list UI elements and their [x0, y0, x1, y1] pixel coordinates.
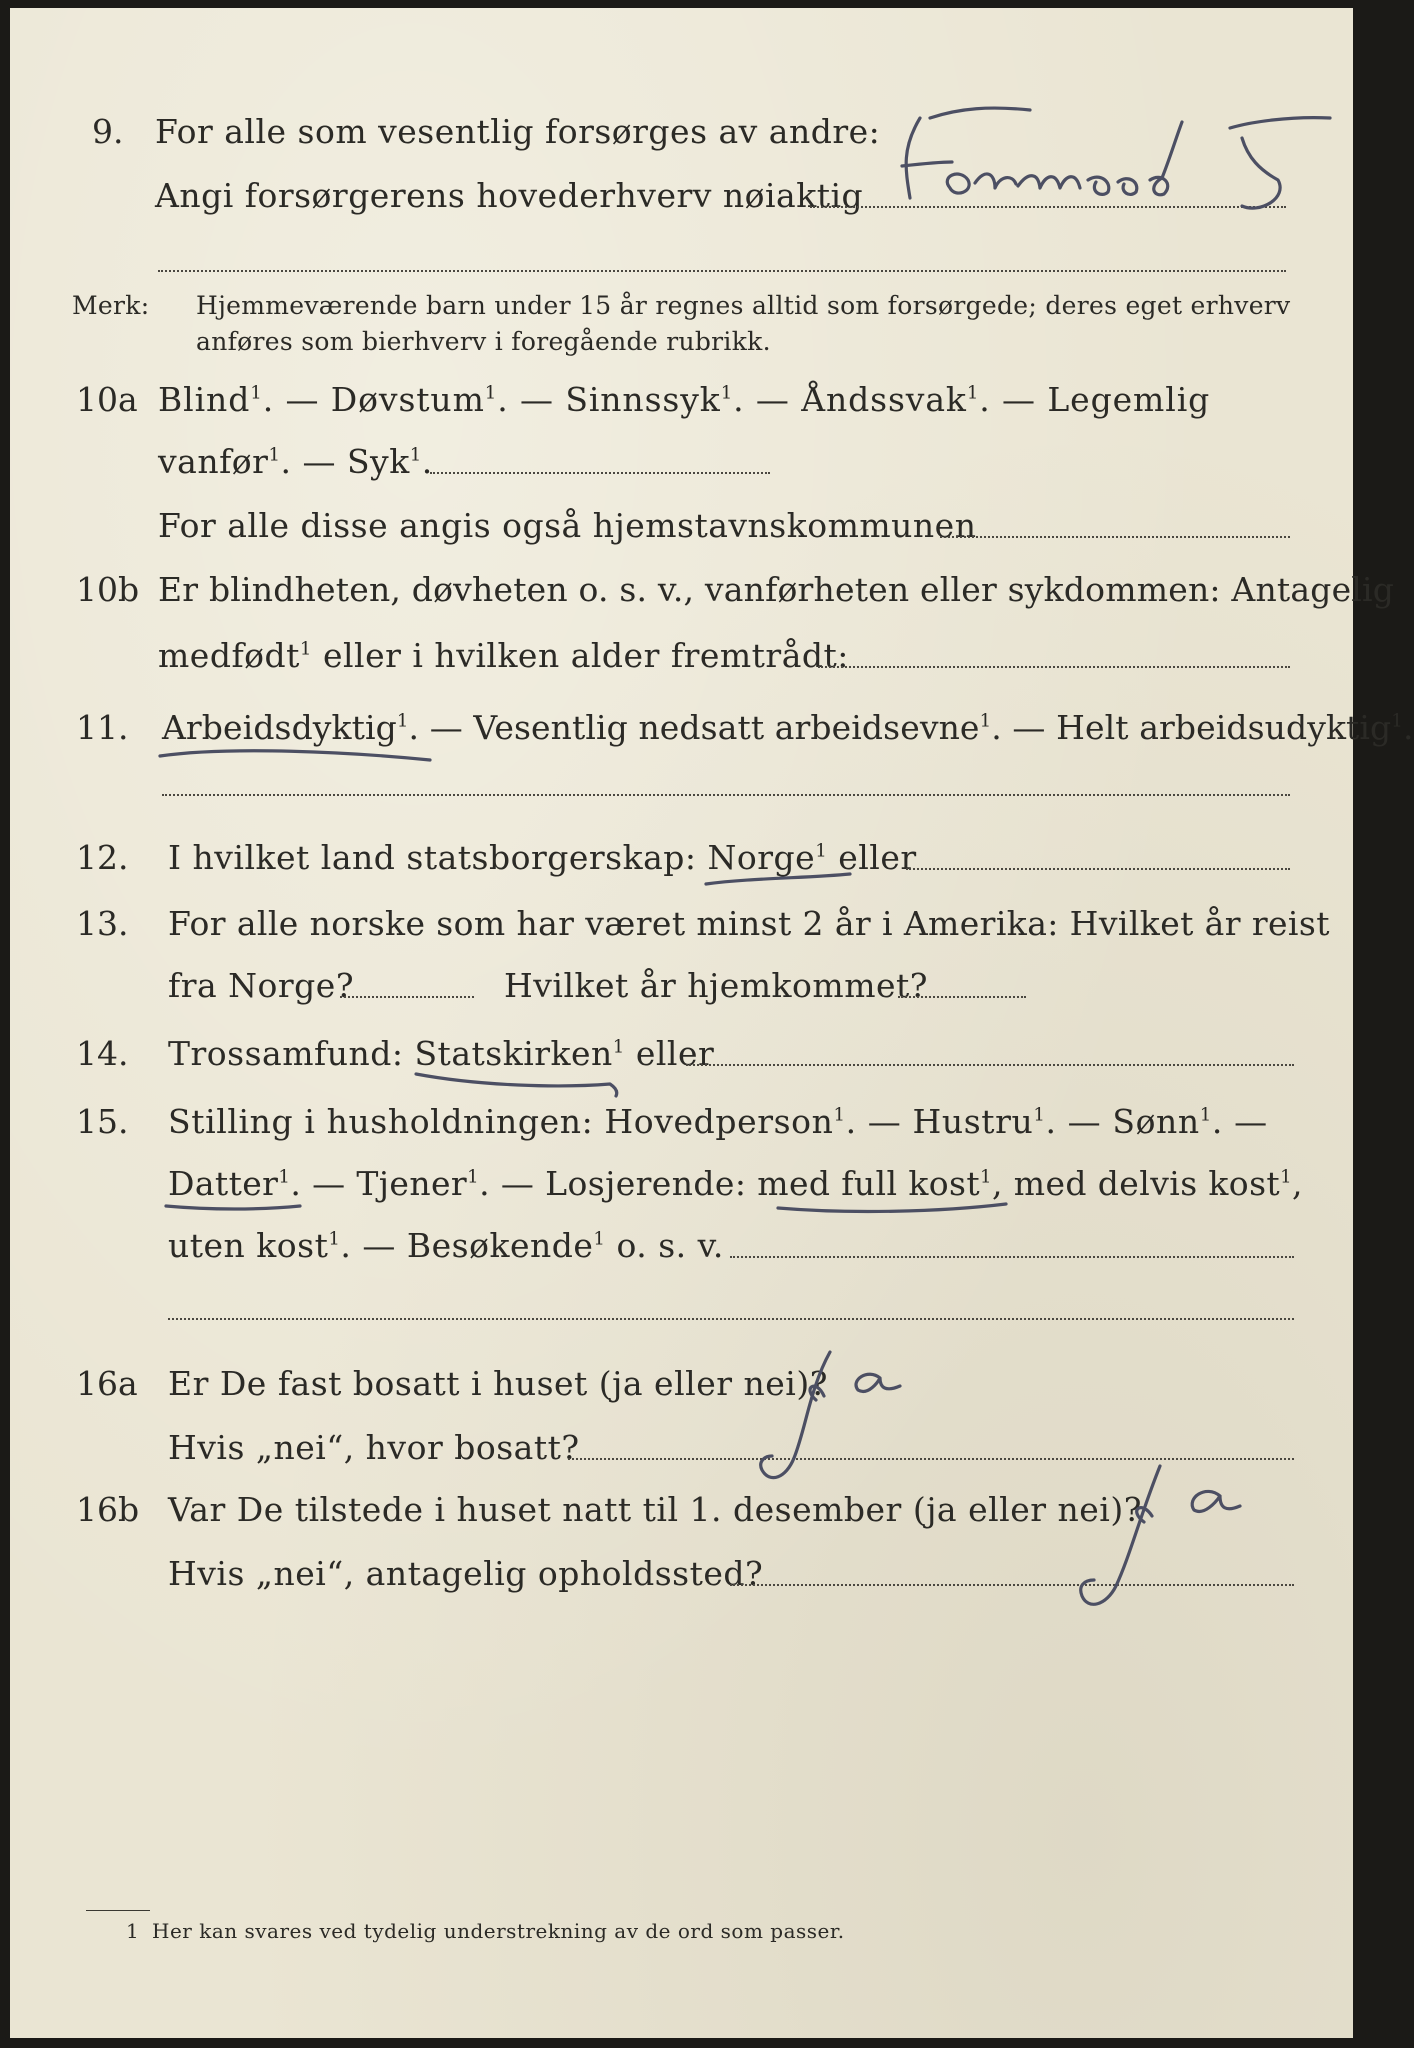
- merk-line2: anføres som bierhverv i foregående rubrikk.: [196, 327, 771, 356]
- q9-number: 9.: [92, 112, 124, 151]
- q14-number: 14.: [76, 1034, 129, 1073]
- q13-line1: For alle norske som har været minst 2 år i Amerika: Hvilket år reist: [168, 904, 1330, 943]
- q10b-answer-field[interactable]: [818, 666, 1290, 668]
- q10a-line3: For alle disse angis også hjemstavnskommunen: [158, 506, 977, 545]
- q10b-number: 10b: [76, 570, 140, 609]
- handwriting-ja-icon-2: [1070, 1456, 1270, 1626]
- q15-line1: Stilling i husholdningen: Hovedperson$^1$. — Hustru$^1$. — Sønn$^1$. —: [168, 1102, 1268, 1141]
- q16b-number: 16b: [76, 1490, 140, 1529]
- q10a-line2: vanfør$^1$. — Syk$^1$.: [158, 442, 433, 481]
- q10b-line1: Er blindheten, døvheten o. s. v., vanførheten eller sykdommen: Antagelig: [158, 570, 1395, 609]
- footnote-marker: 1: [126, 1919, 140, 1943]
- q10a-number: 10a: [76, 380, 138, 419]
- q14-line: Trossamfund: Statskirken$^1$ eller: [168, 1034, 715, 1073]
- q15-line3: uten kost$^1$. — Besøkende$^1$ o. s. v.: [168, 1226, 724, 1265]
- footnote-rule: [86, 1910, 150, 1911]
- q11-line: Arbeidsdyktig$^1$. — Vesentlig nedsatt arbeidsevne$^1$. — Helt arbeidsudyktig$^1$.: [162, 708, 1414, 747]
- q10b-line2: medfødt$^1$ eller i hvilken alder fremtrådt:: [158, 636, 849, 675]
- q11-number: 11.: [76, 708, 129, 747]
- q12-answer-field[interactable]: [906, 868, 1290, 870]
- handwriting-ja-icon: [750, 1338, 950, 1498]
- q12-line: I hvilket land statsborgerskap: Norge$^1$ eller: [168, 838, 917, 877]
- option-datter[interactable]: Datter: [168, 1164, 279, 1203]
- q16a-line1: Er De fast bosatt i huset (ja eller nei)?: [168, 1364, 828, 1403]
- q16a-number: 16a: [76, 1364, 138, 1403]
- q10a-answer-field[interactable]: [430, 472, 770, 474]
- underline-statskirken-icon: [410, 1064, 630, 1104]
- q15-answer-field[interactable]: [730, 1256, 1294, 1258]
- option-blind[interactable]: Blind: [158, 380, 251, 419]
- q13-line2b: Hvilket år hjemkommet?: [504, 966, 928, 1005]
- merk-label: Merk:: [72, 291, 150, 320]
- census-form-page: [10, 8, 1414, 2038]
- underline-arbeidsdyktig-icon: [150, 738, 450, 778]
- option-med-full-kost[interactable]: med full kost: [757, 1164, 981, 1203]
- option-norge[interactable]: Norge: [707, 838, 816, 877]
- handwriting-formand-icon: [790, 88, 1330, 228]
- q13-reist-field[interactable]: [340, 996, 474, 998]
- q15-number: 15.: [76, 1102, 129, 1141]
- q13-number: 13.: [76, 904, 129, 943]
- footnote-text: Her kan svares ved tydelig understrekning av de ord som passer.: [152, 1919, 845, 1943]
- underline-norge-icon: [700, 868, 860, 898]
- q16a-line2: Hvis „nei“, hvor bosatt?: [168, 1428, 580, 1467]
- q11-answer-field[interactable]: [162, 794, 1290, 796]
- q16b-line2: Hvis „nei“, antagelig opholdssted?: [168, 1554, 764, 1593]
- underline-med-full-kost-icon: [770, 1194, 1020, 1224]
- underline-datter-icon: [160, 1194, 310, 1224]
- q14-answer-field[interactable]: [686, 1064, 1294, 1066]
- q9-line2: Angi forsørgerens hovederhverv nøiaktig: [155, 176, 864, 215]
- q16b-line1: Var De tilstede i huset natt til 1. desember (ja eller nei)?: [168, 1490, 1142, 1529]
- q15-answer-field-2[interactable]: [168, 1318, 1294, 1320]
- q9-line1: For alle som vesentlig forsørges av andre:: [155, 112, 881, 151]
- option-statskirken[interactable]: Statskirken: [414, 1034, 613, 1073]
- q15-line2: Datter$^1$. — Tjener$^1$. — Losjerende: med full kost$^1$, med delvis kost$^1$,: [168, 1164, 1303, 1203]
- merk-line1: Hjemmeværende barn under 15 år regnes alltid som forsørgede; deres eget erhverv: [196, 291, 1291, 320]
- q13-line2a: fra Norge?: [168, 966, 355, 1005]
- q13-hjemkommet-field[interactable]: [898, 996, 1026, 998]
- q10a-hjemstavn-field[interactable]: [940, 536, 1290, 538]
- option-arbeidsdyktig[interactable]: Arbeidsdyktig: [162, 708, 397, 747]
- q9-answer-field-2[interactable]: [158, 270, 1286, 272]
- q10a-line1: Blind$^1$. — Døvstum$^1$. — Sinnssyk$^1$. — Åndssvak$^1$. — Legemlig: [158, 380, 1211, 419]
- q12-number: 12.: [76, 838, 129, 877]
